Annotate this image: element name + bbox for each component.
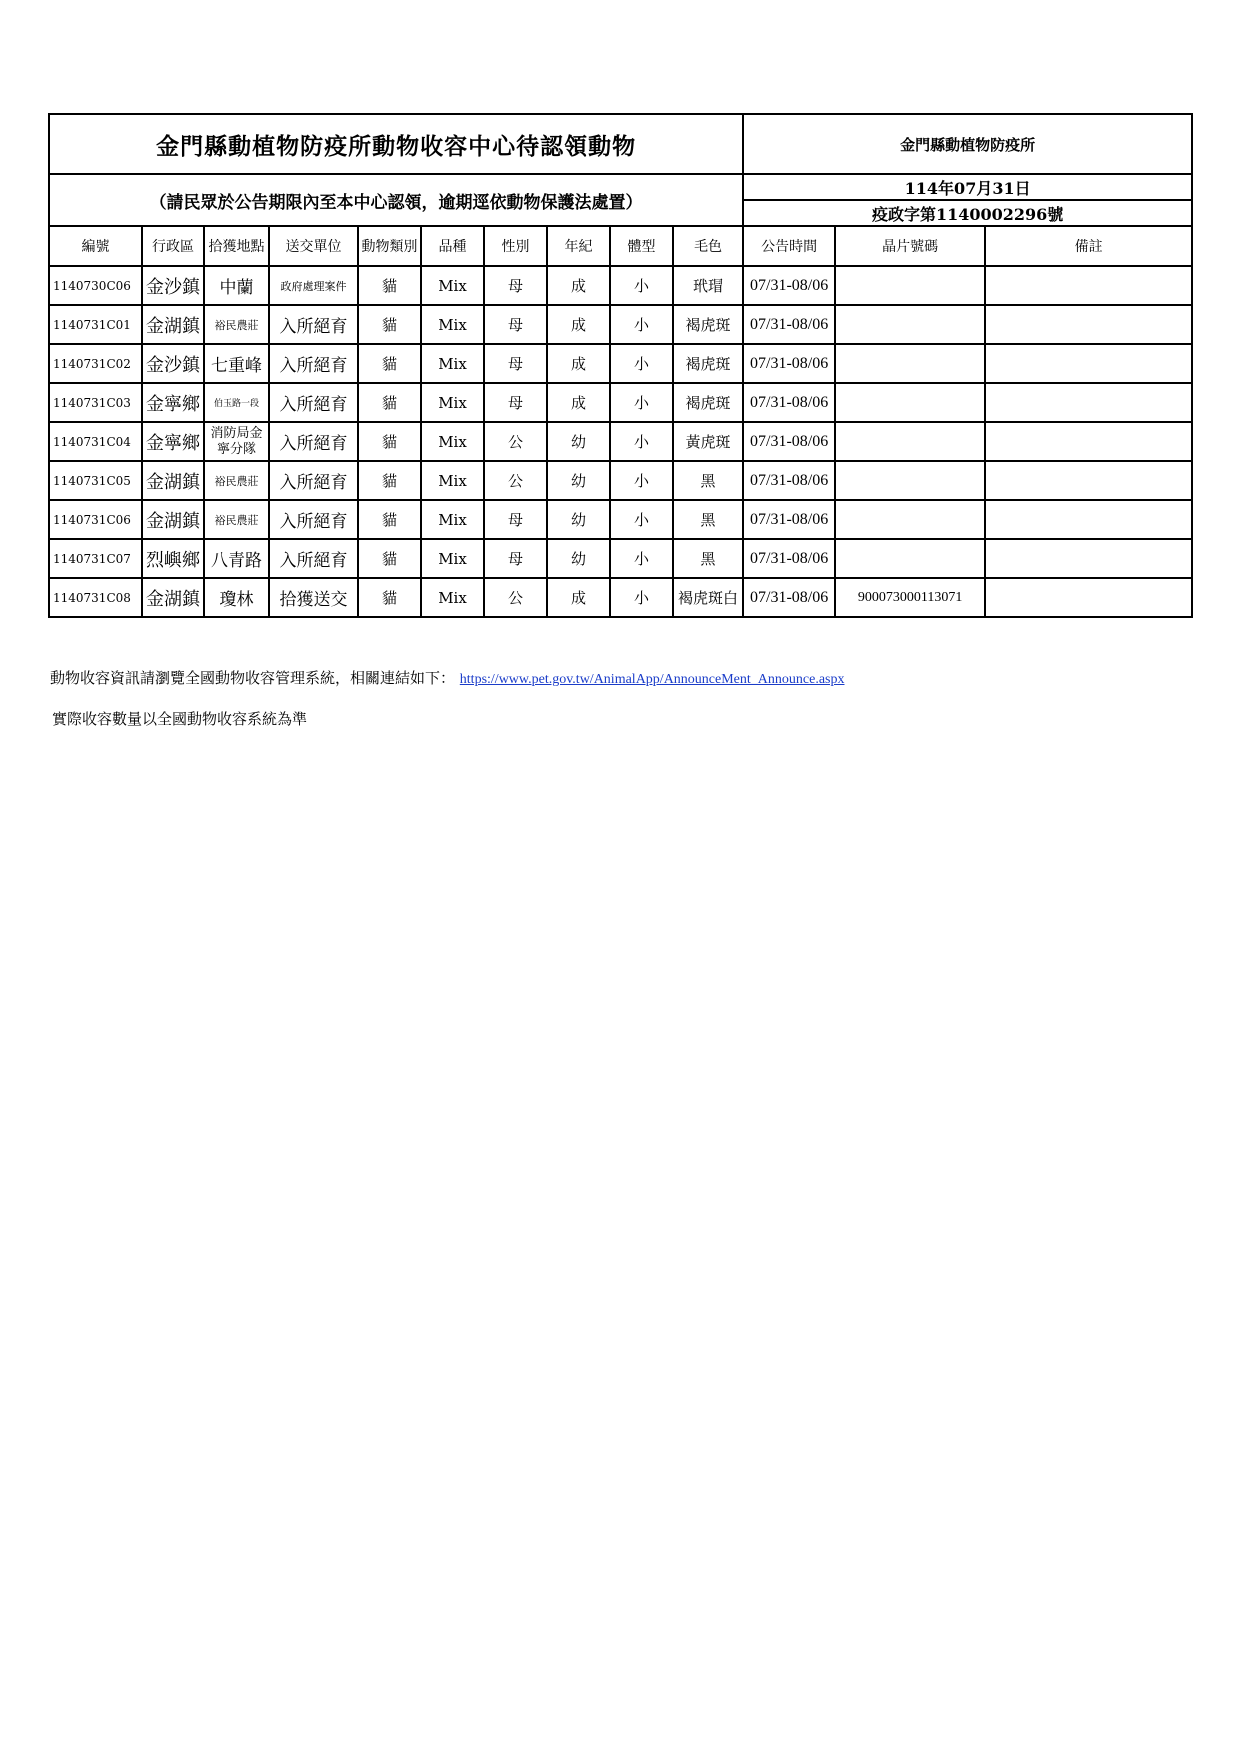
delivery-unit-cell: 入所絕育 xyxy=(269,461,358,500)
fur-color-cell: 褐虎斑 xyxy=(673,344,743,383)
sex-cell: 母 xyxy=(484,344,547,383)
org-name: 金門縣動植物防疫所 xyxy=(743,114,1192,174)
animal-type-cell: 貓 xyxy=(358,383,421,422)
column-header: 動物類別 xyxy=(358,226,421,266)
found-location-cell: 裕民農莊 xyxy=(204,461,269,500)
age-cell: 幼 xyxy=(547,461,610,500)
size-cell: 小 xyxy=(610,305,673,344)
chip-number-cell xyxy=(835,344,985,383)
found-location-cell: 伯玉路一段 xyxy=(204,383,269,422)
found-location-cell: 瓊林 xyxy=(204,578,269,617)
delivery-unit-cell: 入所絕育 xyxy=(269,383,358,422)
size-cell: 小 xyxy=(610,266,673,305)
district-cell: 金沙鎮 xyxy=(142,266,204,305)
footer-info-text: 動物收容資訊請瀏覽全國動物收容管理系統，相關連結如下： xyxy=(50,669,456,687)
breed-cell: Mix xyxy=(421,461,484,500)
breed-cell: Mix xyxy=(421,305,484,344)
fur-color-cell: 黃虎斑 xyxy=(673,422,743,461)
size-cell: 小 xyxy=(610,500,673,539)
animal-type-cell: 貓 xyxy=(358,344,421,383)
chip-number-cell xyxy=(835,305,985,344)
sex-cell: 母 xyxy=(484,383,547,422)
remarks-cell xyxy=(985,500,1192,539)
column-header: 晶片號碼 xyxy=(835,226,985,266)
remarks-cell xyxy=(985,266,1192,305)
chip-number-cell xyxy=(835,422,985,461)
fur-color-cell: 褐虎斑 xyxy=(673,383,743,422)
table-row xyxy=(49,305,1192,344)
remarks-cell xyxy=(985,578,1192,617)
remarks-cell xyxy=(985,539,1192,578)
table-row xyxy=(49,422,1192,461)
size-cell: 小 xyxy=(610,422,673,461)
age-cell: 幼 xyxy=(547,422,610,461)
district-cell: 烈嶼鄉 xyxy=(142,539,204,578)
animal-id-cell: 1140731C03 xyxy=(49,383,142,422)
breed-cell: Mix xyxy=(421,266,484,305)
animal-id-cell: 1140731C01 xyxy=(49,305,142,344)
breed-cell: Mix xyxy=(421,500,484,539)
sex-cell: 母 xyxy=(484,539,547,578)
column-header: 送交單位 xyxy=(269,226,358,266)
announce-period-cell: 07/31-08/06 xyxy=(743,383,835,422)
announcement-sheet xyxy=(48,113,1191,618)
age-cell: 成 xyxy=(547,305,610,344)
column-header: 拾獲地點 xyxy=(204,226,269,266)
sex-cell: 母 xyxy=(484,500,547,539)
table-row xyxy=(49,539,1192,578)
age-cell: 幼 xyxy=(547,539,610,578)
found-location-cell: 裕民農莊 xyxy=(204,305,269,344)
announce-period-cell: 07/31-08/06 xyxy=(743,539,835,578)
chip-number-cell xyxy=(835,461,985,500)
animal-id-cell: 1140731C08 xyxy=(49,578,142,617)
sex-cell: 公 xyxy=(484,461,547,500)
sex-cell: 公 xyxy=(484,422,547,461)
table-row xyxy=(49,266,1192,305)
page-title: 金門縣動植物防疫所動物收容中心待認領動物 xyxy=(49,114,743,174)
size-cell: 小 xyxy=(610,344,673,383)
animal-id-cell: 1140730C06 xyxy=(49,266,142,305)
district-cell: 金沙鎮 xyxy=(142,344,204,383)
column-header: 體型 xyxy=(610,226,673,266)
animal-id-cell: 1140731C05 xyxy=(49,461,142,500)
remarks-cell xyxy=(985,383,1192,422)
animal-id-cell: 1140731C06 xyxy=(49,500,142,539)
found-location-cell: 裕民農莊 xyxy=(204,500,269,539)
sex-cell: 母 xyxy=(484,305,547,344)
document-number: 疫政字第1140002296號 xyxy=(743,200,1192,226)
column-header: 年紀 xyxy=(547,226,610,266)
remarks-cell xyxy=(985,344,1192,383)
animal-type-cell: 貓 xyxy=(358,422,421,461)
announce-period-cell: 07/31-08/06 xyxy=(743,500,835,539)
announce-period-cell: 07/31-08/06 xyxy=(743,266,835,305)
announce-period-cell: 07/31-08/06 xyxy=(743,461,835,500)
fur-color-cell: 黑 xyxy=(673,461,743,500)
animal-type-cell: 貓 xyxy=(358,500,421,539)
delivery-unit-cell: 拾獲送交 xyxy=(269,578,358,617)
district-cell: 金湖鎮 xyxy=(142,578,204,617)
table-row xyxy=(49,383,1192,422)
animal-type-cell: 貓 xyxy=(358,461,421,500)
footer-info xyxy=(50,667,844,688)
column-header: 備註 xyxy=(985,226,1192,266)
table-row xyxy=(49,461,1192,500)
age-cell: 成 xyxy=(547,266,610,305)
column-header: 品種 xyxy=(421,226,484,266)
found-location-cell: 消防局金寧分隊 xyxy=(204,422,269,461)
announce-period-cell: 07/31-08/06 xyxy=(743,422,835,461)
remarks-cell xyxy=(985,305,1192,344)
column-header: 公告時間 xyxy=(743,226,835,266)
fur-color-cell: 黑 xyxy=(673,500,743,539)
sex-cell: 母 xyxy=(484,266,547,305)
fur-color-cell: 褐虎斑 xyxy=(673,305,743,344)
found-location-cell: 中蘭 xyxy=(204,266,269,305)
district-cell: 金湖鎮 xyxy=(142,305,204,344)
fur-color-cell: 黑 xyxy=(673,539,743,578)
table-header-row xyxy=(49,226,1192,266)
announce-period-cell: 07/31-08/06 xyxy=(743,305,835,344)
column-header: 性別 xyxy=(484,226,547,266)
delivery-unit-cell: 入所絕育 xyxy=(269,344,358,383)
district-cell: 金寧鄉 xyxy=(142,422,204,461)
breed-cell: Mix xyxy=(421,422,484,461)
delivery-unit-cell: 政府處理案件 xyxy=(269,266,358,305)
fur-color-cell: 玳瑁 xyxy=(673,266,743,305)
table-row xyxy=(49,500,1192,539)
chip-number-cell xyxy=(835,539,985,578)
chip-number-cell: 900073000113071 xyxy=(835,578,985,617)
remarks-cell xyxy=(985,461,1192,500)
animal-type-cell: 貓 xyxy=(358,578,421,617)
announcement-date: 114年07月31日 xyxy=(743,174,1192,200)
sex-cell: 公 xyxy=(484,578,547,617)
animal-type-cell: 貓 xyxy=(358,305,421,344)
district-cell: 金湖鎮 xyxy=(142,500,204,539)
table-row xyxy=(49,578,1192,617)
breed-cell: Mix xyxy=(421,578,484,617)
delivery-unit-cell: 入所絕育 xyxy=(269,305,358,344)
animal-id-cell: 1140731C07 xyxy=(49,539,142,578)
size-cell: 小 xyxy=(610,461,673,500)
fur-color-cell: 褐虎斑白 xyxy=(673,578,743,617)
table-row xyxy=(49,344,1192,383)
district-cell: 金湖鎮 xyxy=(142,461,204,500)
announce-period-cell: 07/31-08/06 xyxy=(743,578,835,617)
size-cell: 小 xyxy=(610,383,673,422)
animal-type-cell: 貓 xyxy=(358,539,421,578)
found-location-cell: 七重峰 xyxy=(204,344,269,383)
column-header: 行政區 xyxy=(142,226,204,266)
delivery-unit-cell: 入所絕育 xyxy=(269,539,358,578)
delivery-unit-cell: 入所絕育 xyxy=(269,422,358,461)
animal-type-cell: 貓 xyxy=(358,266,421,305)
pet-system-link[interactable]: https://www.pet.gov.tw/AnimalApp/AnnounceMent_Announce.aspx xyxy=(459,672,845,687)
breed-cell: Mix xyxy=(421,383,484,422)
age-cell: 成 xyxy=(547,578,610,617)
footer-note: 實際收容數量以全國動物收容系統為準 xyxy=(52,710,308,728)
breed-cell: Mix xyxy=(421,539,484,578)
notice-text: （請民眾於公告期限內至本中心認領，逾期逕依動物保護法處置） xyxy=(49,174,743,226)
size-cell: 小 xyxy=(610,578,673,617)
found-location-cell: 八青路 xyxy=(204,539,269,578)
delivery-unit-cell: 入所絕育 xyxy=(269,500,358,539)
remarks-cell xyxy=(985,422,1192,461)
chip-number-cell xyxy=(835,383,985,422)
district-cell: 金寧鄉 xyxy=(142,383,204,422)
age-cell: 成 xyxy=(547,344,610,383)
animal-id-cell: 1140731C04 xyxy=(49,422,142,461)
announce-period-cell: 07/31-08/06 xyxy=(743,344,835,383)
chip-number-cell xyxy=(835,266,985,305)
age-cell: 幼 xyxy=(547,500,610,539)
column-header: 毛色 xyxy=(673,226,743,266)
animal-id-cell: 1140731C02 xyxy=(49,344,142,383)
column-header: 編號 xyxy=(49,226,142,266)
age-cell: 成 xyxy=(547,383,610,422)
breed-cell: Mix xyxy=(421,344,484,383)
animal-table xyxy=(48,113,1193,618)
chip-number-cell xyxy=(835,500,985,539)
size-cell: 小 xyxy=(610,539,673,578)
